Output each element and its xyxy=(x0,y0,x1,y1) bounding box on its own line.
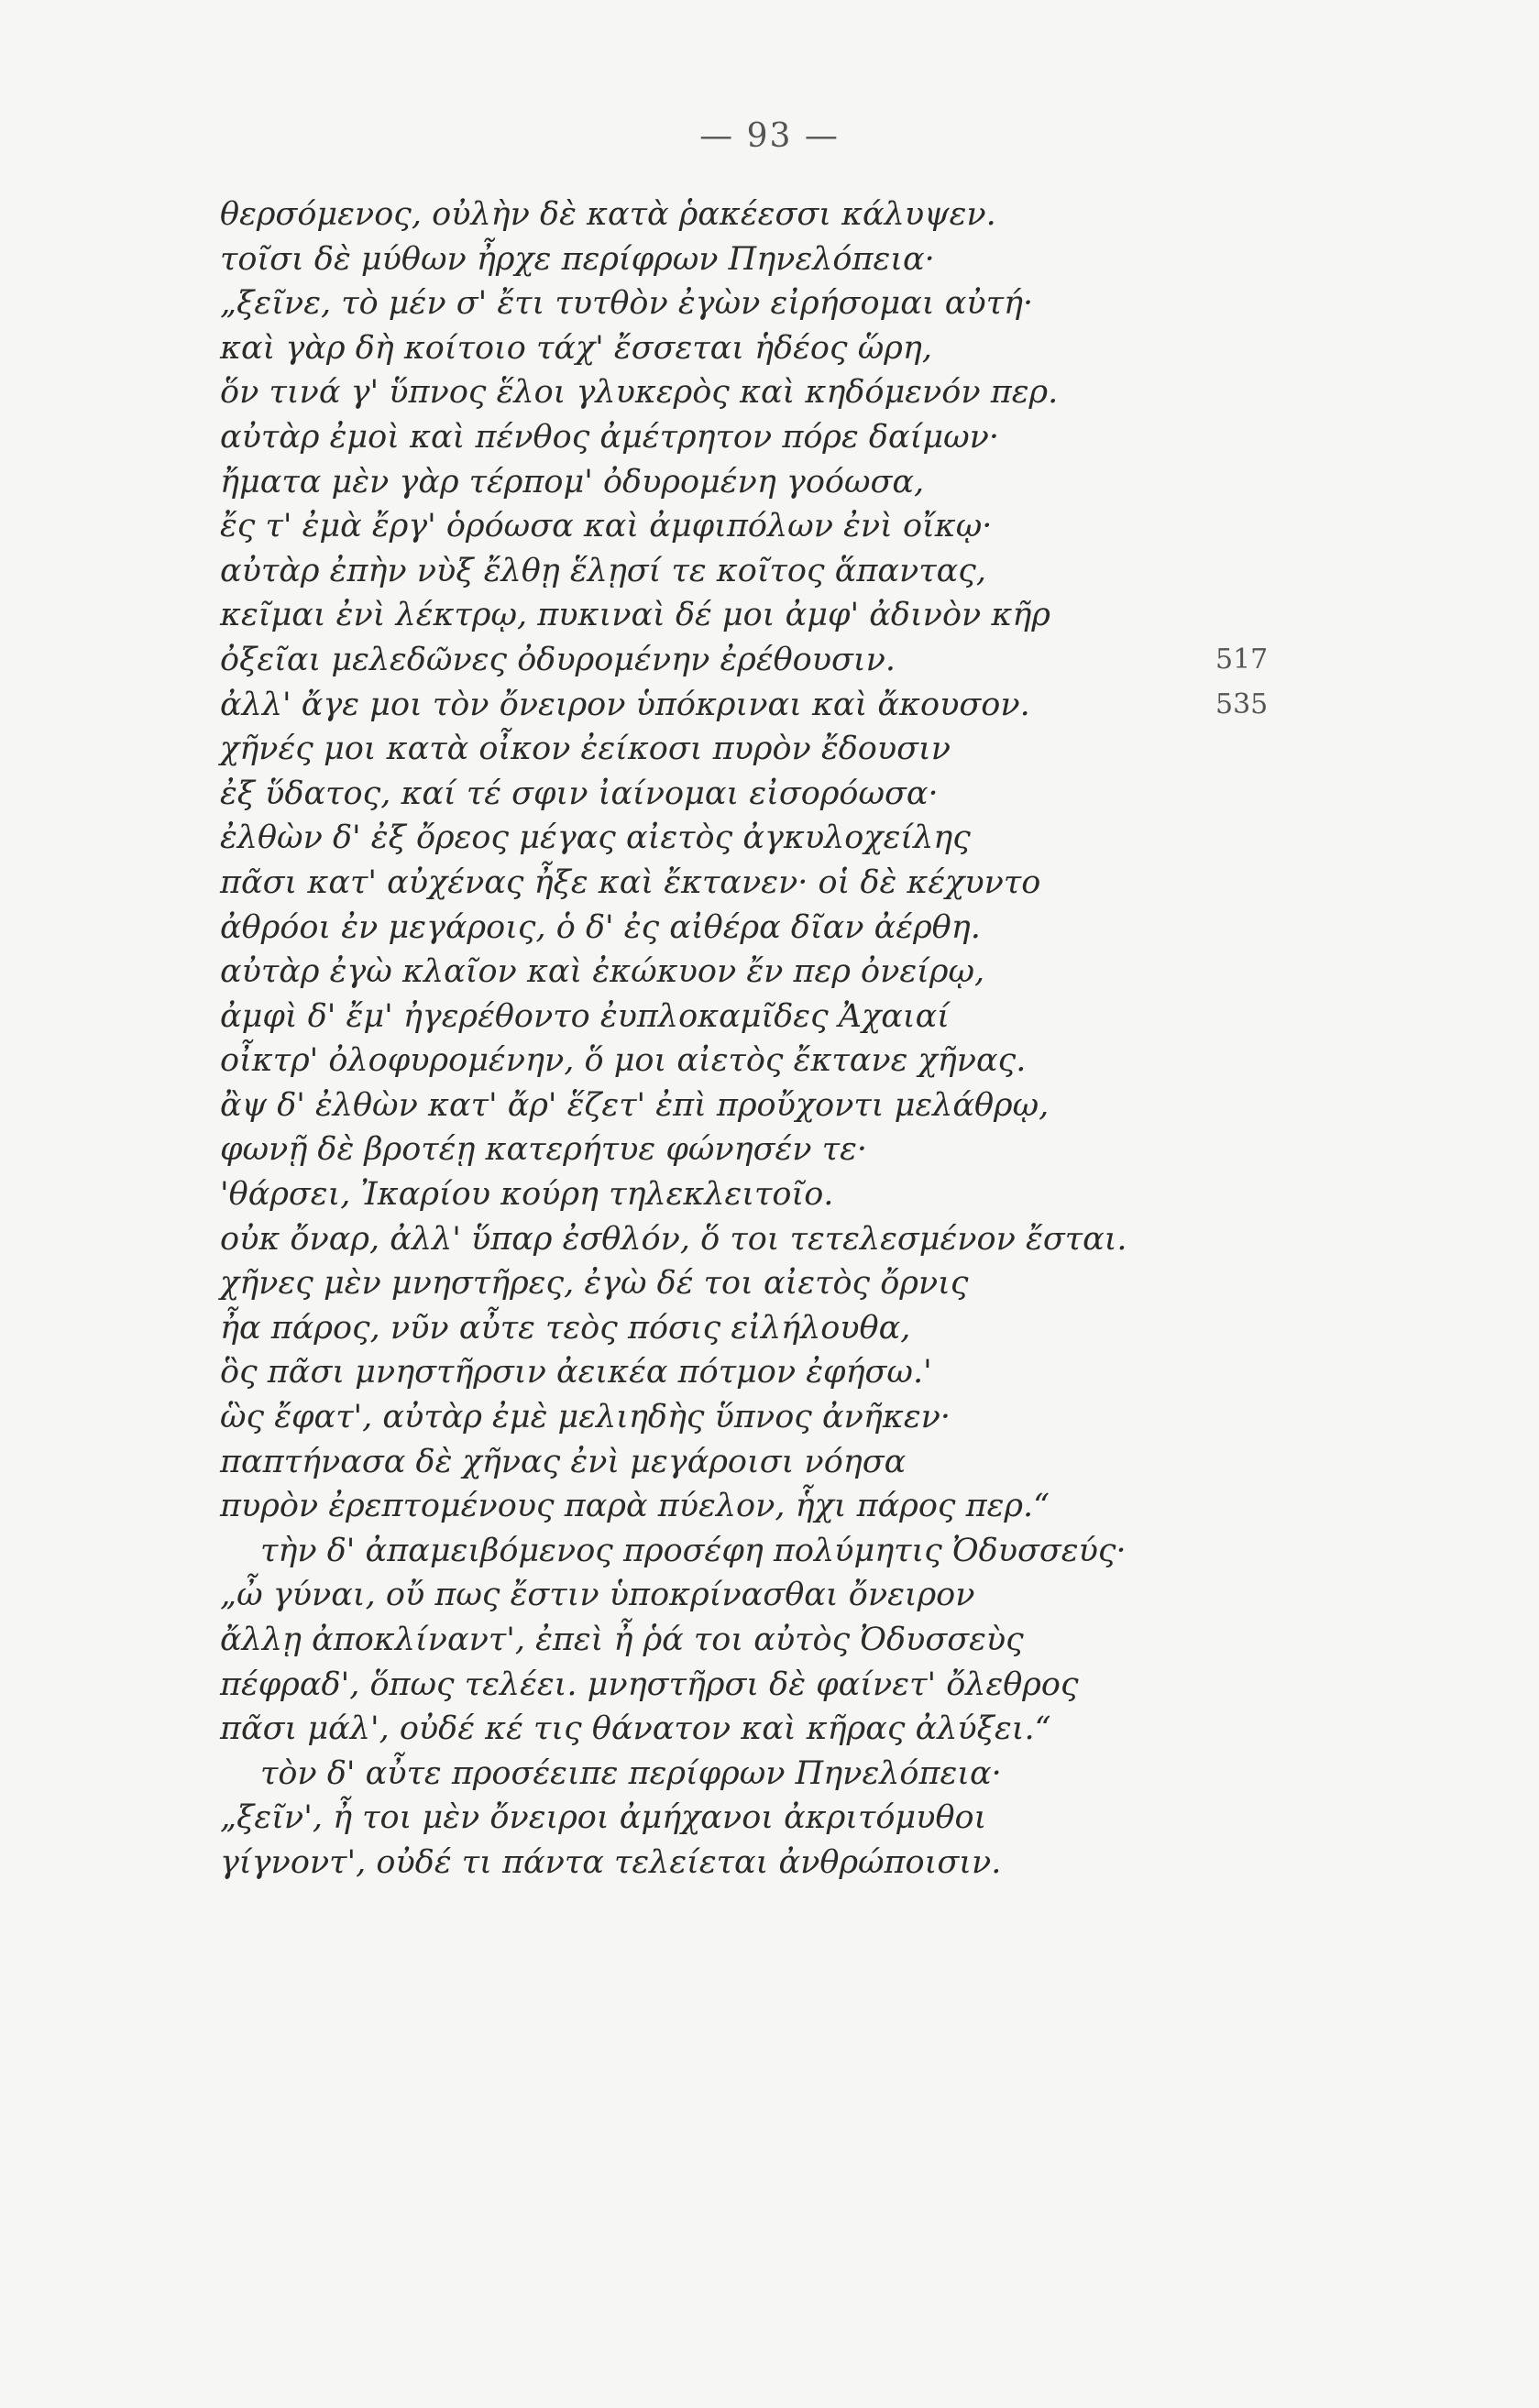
verse-line xyxy=(220,816,1228,861)
verse-line xyxy=(220,370,1228,415)
verse-line xyxy=(220,281,1228,326)
verse-line xyxy=(220,415,1228,460)
verse-line xyxy=(220,1484,1228,1529)
verse-text: τὴν δ' ἀπαμειβόμενος προσέφη πολύμητις Ὀδυσσεύς· xyxy=(260,1532,1127,1569)
verse-text: οἶκτρ' ὀλοφυρομένην, ὅ μοι αἰετὸς ἔκτανε χῆνας. xyxy=(220,1042,1027,1080)
verse-line xyxy=(220,192,1228,237)
verse-line xyxy=(220,1529,1228,1574)
verse-text: ἄλλῃ ἀποκλίναντ', ἐπεὶ ἦ ῥά τοι αὐτὸς Ὀδυσσεὺς xyxy=(220,1622,1024,1658)
verse-text: χῆνές μοι κατὰ οἶκον ἐείκοσι πυρὸν ἔδουσιν xyxy=(220,731,951,768)
verse-line xyxy=(220,326,1228,371)
verse-line xyxy=(220,593,1228,638)
verse-line xyxy=(220,727,1228,772)
verse-block xyxy=(220,192,1269,1886)
line-number: 535 xyxy=(1215,687,1269,720)
verse-text: πᾶσι μάλ', οὐδέ κέ τις θάνατον καὶ κῆρας ἀλύξει.“ xyxy=(220,1710,1051,1748)
verse-line xyxy=(220,950,1228,995)
verse-line xyxy=(220,1261,1228,1306)
verse-text: πυρὸν ἐρεπτομένους παρὰ πύελον, ἧχι πάρος περ.“ xyxy=(220,1488,1050,1525)
verse-text: κεῖμαι ἐνὶ λέκτρῳ, πυκιναὶ δέ μοι ἀμφ' ἀδινὸν κῆρ xyxy=(220,597,1050,634)
verse-text: πέφραδ', ὅπως τελέει. μνηστῆρσι δὲ φαίνετ' ὄλεθρος xyxy=(220,1666,1079,1703)
verse-text: γίγνοντ', οὐδέ τι πάντα τελείεται ἀνθρώποισιν. xyxy=(220,1843,1002,1881)
verse-line xyxy=(220,1350,1228,1395)
verse-text: „ὦ γύναι, οὔ πως ἔστιν ὑποκρίνασθαι ὄνειρον xyxy=(220,1577,975,1614)
verse-text: ὣς ἔφατ', αὐτὰρ ἐμὲ μελιηδὴς ὕπνος ἀνῆκεν· xyxy=(220,1399,951,1436)
verse-text: τὸν δ' αὖτε προσέειπε περίφρων Πηνελόπεια· xyxy=(260,1754,1002,1792)
verse-text: τοῖσι δὲ μύθων ἦρχε περίφρων Πηνελόπεια· xyxy=(220,240,935,278)
verse-text: 'θάρσει, Ἰκαρίου κούρη τηλεκλειτοῖο. xyxy=(220,1176,834,1214)
verse-line xyxy=(220,549,1228,594)
verse-line xyxy=(220,1395,1228,1440)
verse-text: ἀθρόοι ἐν μεγάροις, ὁ δ' ἐς αἰθέρα δῖαν ἀέρθη. xyxy=(220,908,981,946)
verse-text: ὃς πᾶσι μνηστῆρσιν ἀεικέα πότμον ἐφήσω.' xyxy=(220,1354,932,1391)
verse-line xyxy=(220,1172,1228,1217)
verse-line xyxy=(220,683,1269,728)
verse-line xyxy=(220,906,1228,951)
verse-text: αὐτὰρ ἐμοὶ καὶ πένθος ἀμέτρητον πόρε δαίμων· xyxy=(220,418,1000,456)
verse-line xyxy=(220,772,1228,817)
verse-line xyxy=(220,1217,1228,1262)
verse-text: αὐτὰρ ἐπὴν νὺξ ἔλθῃ ἕλῃσί τε κοῖτος ἅπαντας, xyxy=(220,552,986,589)
verse-line xyxy=(220,1083,1228,1128)
verse-text: ἂψ δ' ἐλθὼν κατ' ἄρ' ἕζετ' ἐπὶ προὔχοντι μελάθρῳ, xyxy=(220,1086,1050,1124)
page-number: — 93 — xyxy=(699,117,840,155)
verse-text: „ξεῖν', ἦ τοι μὲν ὄνειροι ἀμήχανοι ἀκριτόμυθοι xyxy=(220,1799,987,1837)
verse-line xyxy=(220,237,1228,282)
verse-text: ἦα πάρος, νῦν αὖτε τεὸς πόσις εἰλήλουθα, xyxy=(220,1309,911,1347)
verse-line xyxy=(220,1796,1228,1841)
verse-text: ὅν τινά γ' ὕπνος ἕλοι γλυκερὸς καὶ κηδόμενόν περ. xyxy=(220,374,1059,412)
verse-text: ἐξ ὕδατος, καί τέ σφιν ἰαίνομαι εἰσορόωσα· xyxy=(220,775,939,812)
verse-text: ἔς τ' ἐμὰ ἔργ' ὁρόωσα καὶ ἀμφιπόλων ἐνὶ οἴκῳ· xyxy=(220,508,993,545)
verse-line xyxy=(220,1707,1228,1752)
verse-text: ὀξεῖαι μελεδῶνες ὀδυρομένην ἐρέθουσιν. xyxy=(220,641,896,678)
verse-line xyxy=(220,638,1269,683)
verse-text: θερσόμενος, οὐλὴν δὲ κατὰ ῥακέεσσι κάλυψεν. xyxy=(220,196,996,233)
verse-text: ἐλθὼν δ' ἐξ ὄρεος μέγας αἰετὸς ἀγκυλοχείλης xyxy=(220,819,971,857)
verse-line xyxy=(220,1440,1228,1485)
verse-line xyxy=(220,1127,1228,1172)
verse-line xyxy=(220,1618,1228,1663)
verse-text: ἀλλ' ἄγε μοι τὸν ὄνειρον ὑπόκριναι καὶ ἄκουσον. xyxy=(220,686,1030,723)
verse-line xyxy=(220,1663,1228,1708)
verse-line xyxy=(220,995,1228,1039)
verse-line xyxy=(220,1306,1228,1351)
verse-line xyxy=(220,460,1228,505)
verse-text: χῆνες μὲν μνηστῆρες, ἐγὼ δέ τοι αἰετὸς ὄρνις xyxy=(220,1265,969,1303)
verse-text: ἤματα μὲν γὰρ τέρπομ' ὀδυρομένη γοόωσα, xyxy=(220,463,925,500)
verse-text: αὐτὰρ ἐγὼ κλαῖον καὶ ἐκώκυον ἔν περ ὀνείρῳ, xyxy=(220,953,985,991)
verse-text: πᾶσι κατ' αὐχένας ἦξε καὶ ἔκτανεν· οἱ δὲ κέχυντο xyxy=(220,863,1041,901)
verse-line xyxy=(220,861,1228,906)
verse-text: οὐκ ὄναρ, ἀλλ' ὕπαρ ἐσθλόν, ὅ τοι τετελεσμένον ἔσται. xyxy=(220,1220,1127,1258)
verse-text: παπτήνασα δὲ χῆνας ἐνὶ μεγάροισι νόησα xyxy=(220,1443,907,1480)
verse-line xyxy=(220,1039,1228,1083)
verse-line xyxy=(220,1752,1228,1797)
verse-text: ἀμφὶ δ' ἔμ' ἠγερέθοντο ἐυπλοκαμῖδες Ἀχαιαί xyxy=(220,997,950,1035)
verse-text: φωνῇ δὲ βροτέῃ κατερήτυε φώνησέν τε· xyxy=(220,1131,867,1169)
line-number: 517 xyxy=(1215,643,1269,676)
verse-text: „ξεῖνε, τὸ μέν σ' ἔτι τυτθὸν ἐγὼν εἰρήσομαι αὐτή· xyxy=(220,285,1034,323)
verse-line xyxy=(220,504,1228,549)
verse-line xyxy=(220,1841,1228,1886)
verse-text: καὶ γὰρ δὴ κοίτοιο τάχ' ἔσσεται ἡδέος ὥρη, xyxy=(220,329,932,367)
verse-line xyxy=(220,1573,1228,1618)
